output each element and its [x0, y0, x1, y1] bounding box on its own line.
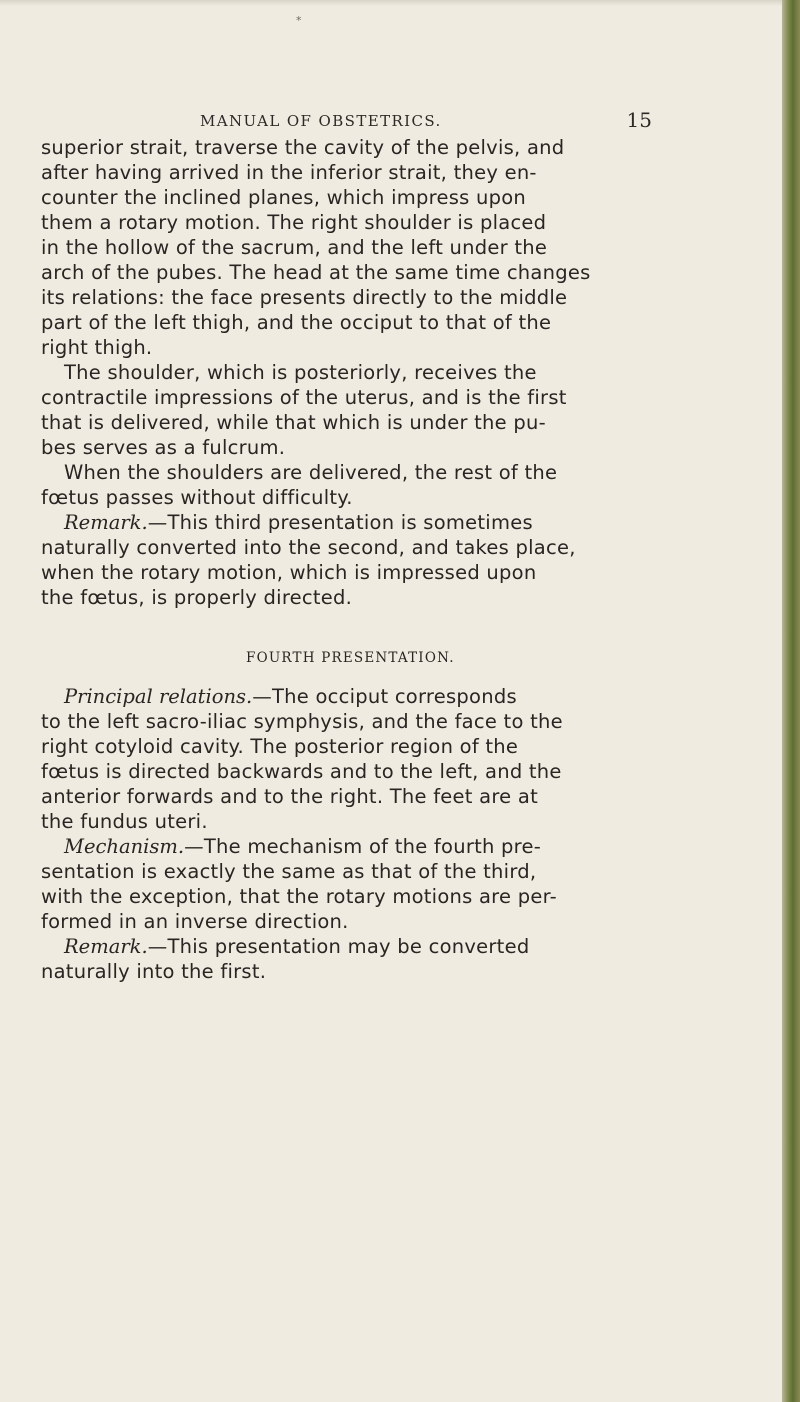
paragraph-4 [41, 510, 776, 610]
paragraph-2 [41, 360, 776, 460]
text-line: fœtus passes without difficulty. [41, 486, 353, 509]
text-line: naturally converted into the second, and takes place, [41, 536, 576, 559]
text-line: right cotyloid cavity. The posterior region of the [41, 735, 519, 758]
text-line: after having arrived in the inferior strait, they en- [41, 161, 537, 184]
paragraph-6 [41, 834, 776, 934]
running-head: MANUAL OF OBSTETRICS. [200, 112, 442, 130]
text-line: the fœtus, is properly directed. [41, 586, 353, 609]
text-line: that is delivered, while that which is under the pu- [41, 411, 546, 434]
page-header [200, 108, 670, 136]
paragraph-label: Principal relations. [64, 685, 253, 708]
paragraph-1 [41, 135, 776, 360]
text-line [41, 684, 776, 709]
text-line: right thigh. [41, 336, 153, 359]
text-line: bes serves as a fulcrum. [41, 436, 286, 459]
body-text [41, 135, 776, 984]
text-line: to the left sacro-iliac symphysis, and the face to the [41, 710, 563, 733]
text-line: arch of the pubes. The head at the same time changes [41, 261, 591, 284]
text-line: when the rotary motion, which is impressed upon [41, 561, 537, 584]
paragraph-label: Remark. [64, 935, 148, 958]
page-number: 15 [626, 108, 652, 132]
text-line: naturally into the first. [41, 960, 267, 983]
text-line: its relations: the face presents directly to the middle [41, 286, 568, 309]
text-line: The shoulder, which is posteriorly, receives the [64, 361, 537, 384]
text-line [41, 510, 776, 535]
text-run: —The mechanism of the fourth pre- [184, 835, 542, 858]
text-line: counter the inclined planes, which impress upon [41, 186, 527, 209]
text-line: sentation is exactly the same as that of the third, [41, 860, 537, 883]
text-line: fœtus is directed backwards and to the left, and the [41, 760, 562, 783]
paragraph-7 [41, 934, 776, 984]
section-heading: FOURTH PRESENTATION. [246, 650, 455, 666]
text-run: —The occiput corresponds [252, 685, 517, 708]
text-line: superior strait, traverse the cavity of the pelvis, and [41, 136, 565, 159]
text-line: the fundus uteri. [41, 810, 208, 833]
section-heading-block [41, 610, 776, 684]
text-line: part of the left thigh, and the occiput to that of the [41, 311, 552, 334]
paragraph-label: Remark. [64, 511, 148, 534]
text-line: in the hollow of the sacrum, and the left under the [41, 236, 548, 259]
text-line [41, 934, 776, 959]
text-line [41, 834, 776, 859]
text-run: —This presentation may be converted [147, 935, 530, 958]
page-top-edge [0, 0, 782, 6]
paragraph-3 [41, 460, 776, 510]
paragraph-5 [41, 684, 776, 834]
text-line: them a rotary motion. The right shoulder is placed [41, 211, 547, 234]
text-line: When the shoulders are delivered, the rest of the [64, 461, 558, 484]
text-line: contractile impressions of the uterus, and is the first [41, 386, 567, 409]
text-line: with the exception, that the rotary motions are per- [41, 885, 557, 908]
book-binding-edge [782, 0, 800, 1402]
text-line: anterior forwards and to the right. The feet are at [41, 785, 538, 808]
text-run: —This third presentation is sometimes [147, 511, 533, 534]
print-speck: * [296, 14, 302, 27]
text-line: formed in an inverse direction. [41, 910, 349, 933]
paragraph-label: Mechanism. [64, 835, 185, 858]
